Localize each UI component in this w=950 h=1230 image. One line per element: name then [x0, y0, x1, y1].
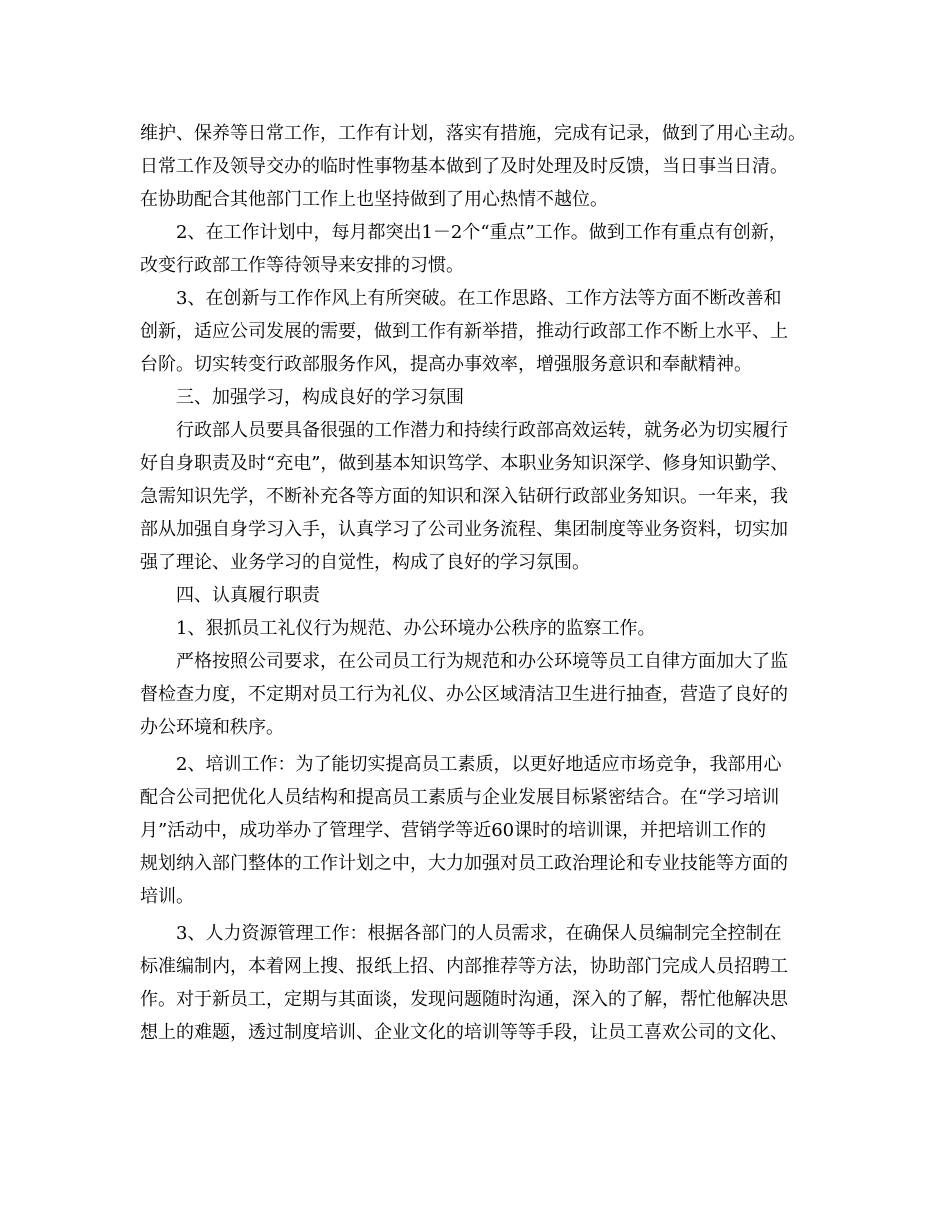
paragraph-start-line: 行政部人员要具备很强的工作潜力和持续行政部高效运转，就务必为切实履行 [176, 420, 788, 441]
paragraph-start-line: 1、狠抓员工礼仪行为规范、办公环境办公秩序的监察工作。 [176, 618, 656, 639]
text-line: 台阶。切实转变行政部服务作风，提高办事效率，增强服务意识和奉献精神。 [140, 354, 752, 375]
text-line: 创新，适应公司发展的需要，做到工作有新举措，推动行政部工作不断上水平、上 [140, 321, 788, 342]
section-heading: 三、加强学习，构成良好的学习氛围 [176, 387, 464, 408]
text-line: 配合公司把优化人员结构和提高员工素质与企业发展目标紧密结合。在“学习培训 [140, 787, 780, 808]
paragraph-start-line: 3、人力资源管理工作：根据各部门的人员需求，在确保人员编制完全控制在 [176, 923, 782, 944]
paragraph-start-line: 3、在创新与工作作风上有所突破。在工作思路、工作方法等方面不断改善和 [176, 288, 782, 309]
paragraph-start-line: 严格按照公司要求，在公司员工行为规范和办公环境等员工自律方面加大了监 [176, 651, 788, 672]
text-line: 想上的难题，透过制度培训、企业文化的培训等等手段，让员工喜欢公司的文化、 [140, 1022, 788, 1043]
text-line: 改变行政部工作等待领导来安排的习惯。 [140, 255, 464, 276]
text-line: 好自身职责及时“充电”，做到基本知识笃学、本职业务知识深学、修身知识勤学、 [140, 453, 789, 474]
text-line: 在协助配合其他部门工作上也坚持做到了用心热情不越位。 [140, 189, 608, 210]
text-line: 培训。 [140, 886, 194, 907]
text-line: 维护、保养等日常工作，工作有计划，落实有措施，完成有记录，做到了用心主动。 [140, 123, 806, 144]
paragraph-start-line: 2、培训工作：为了能切实提高员工素质，以更好地适应市场竞争，我部用心 [176, 754, 782, 775]
text-line: 标准编制内，本着网上搜、报纸上招、内部推荐等方法，协助部门完成人员招聘工 [140, 956, 788, 977]
text-line: 作。对于新员工，定期与其面谈，发现问题随时沟通，深入的了解，帮忙他解决思 [140, 989, 788, 1010]
text-line: 部从加强自身学习入手，认真学习了公司业务流程、集团制度等业务资料，切实加 [140, 519, 788, 540]
paragraph-start-line: 2、在工作计划中，每月都突出1－2个“重点”工作。做到工作有重点有创新， [176, 222, 787, 243]
text-line: 规划纳入部门整体的工作计划之中，大力加强对员工政治理论和专业技能等方面的 [140, 853, 788, 874]
text-line: 办公环境和秩序。 [140, 717, 284, 738]
text-line: 督检查力度，不定期对员工行为礼仪、办公区域清洁卫生进行抽查，营造了良好的 [140, 684, 788, 705]
text-line: 强了理论、业务学习的自觉性，构成了良好的学习氛围。 [140, 552, 590, 573]
text-line: 急需知识先学，不断补充各等方面的知识和深入钻研行政部业务知识。一年来，我 [140, 486, 788, 507]
text-line: 日常工作及领导交办的临时性事物基本做到了及时处理及时反馈，当日事当日清。 [140, 156, 788, 177]
section-heading: 四、认真履行职责 [176, 585, 320, 606]
text-line: 月”活动中，成功举办了管理学、营销学等近60课时的培训课，并把培训工作的 [140, 820, 767, 841]
document-body [140, 117, 820, 1049]
